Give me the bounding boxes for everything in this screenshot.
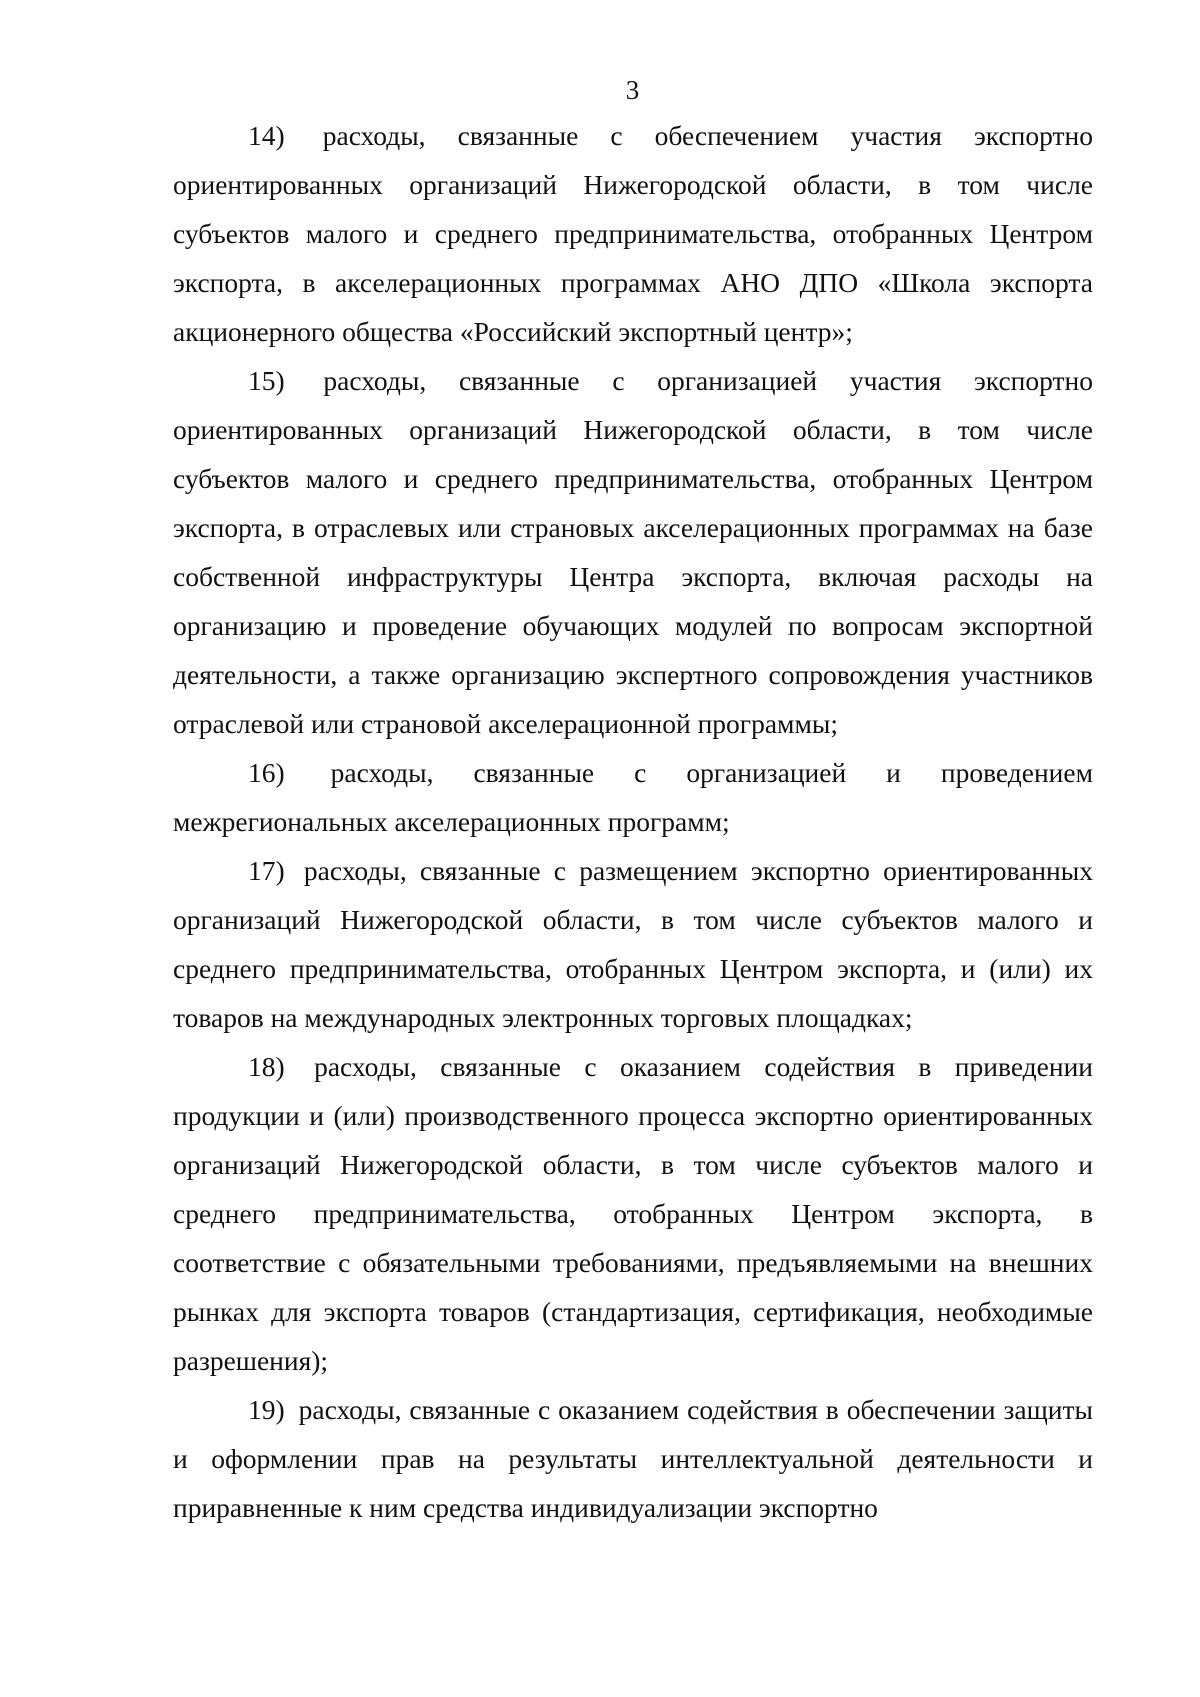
paragraph-text: расходы, связанные с оказанием содействия в обеспечении защиты и оформлении прав на результаты интеллектуальной деятельности и приравненные к ним средства индивидуализации экспортно — [173, 1394, 1093, 1523]
item-number: 18) — [248, 1051, 285, 1082]
item-number: 14) — [248, 120, 285, 151]
paragraph-item-15 — [173, 356, 1093, 748]
paragraph-item-14 — [173, 111, 1093, 356]
paragraph-text: расходы, связанные с организацией участия экспортно ориентированных организаций Нижегородской области, в том числе субъектов малого и среднего предпринимательства, отобранных Центром экспорта, в отраслевых или страновых акселерационных программах на базе собственной инфраструктуры Центра экспорта, включая расходы на организацию и проведение обучающих модулей по вопросам экспортной деятельности, а также организацию экспертного сопровождения участников отраслевой или страновой акселерационной программы; — [173, 365, 1093, 739]
item-number: 15) — [248, 365, 285, 396]
paragraph-text: расходы, связанные с размещением экспортно ориентированных организаций Нижегородской области, в том числе субъектов малого и среднего предпринимательства, отобранных Центром экспорта, и (или) их товаров на международных электронных торговых площадках; — [173, 855, 1093, 1033]
document-body — [173, 111, 1093, 1532]
paragraph-text: расходы, связанные с организацией и проведением межрегиональных акселерационных программ; — [173, 757, 1093, 837]
paragraph-text: расходы, связанные с оказанием содействия в приведении продукции и (или) производственного процесса экспортно ориентированных организаций Нижегородской области, в том числе субъектов малого и среднего предпринимательства, отобранных Центром экспорта, в соответствие с обязательными требованиями, предъявляемыми на внешних рынках для экспорта товаров (стандартизация, сертификация, необходимые разрешения); — [173, 1051, 1094, 1376]
paragraph-item-18 — [173, 1042, 1093, 1385]
paragraph-item-19 — [173, 1385, 1093, 1532]
item-number: 17) — [248, 855, 285, 886]
item-number: 19) — [248, 1394, 285, 1425]
paragraph-text: расходы, связанные с обеспечением участия экспортно ориентированных организаций Нижегородской области, в том числе субъектов малого и среднего предпринимательства, отобранных Центром экспорта, в акселерационных программах АНО ДПО «Школа экспорта акционерного общества «Российский экспортный центр»; — [173, 120, 1093, 347]
paragraph-item-16 — [173, 748, 1093, 846]
item-number: 16) — [248, 757, 285, 788]
page-number: 3 — [625, 75, 640, 105]
paragraph-item-17 — [173, 846, 1093, 1042]
